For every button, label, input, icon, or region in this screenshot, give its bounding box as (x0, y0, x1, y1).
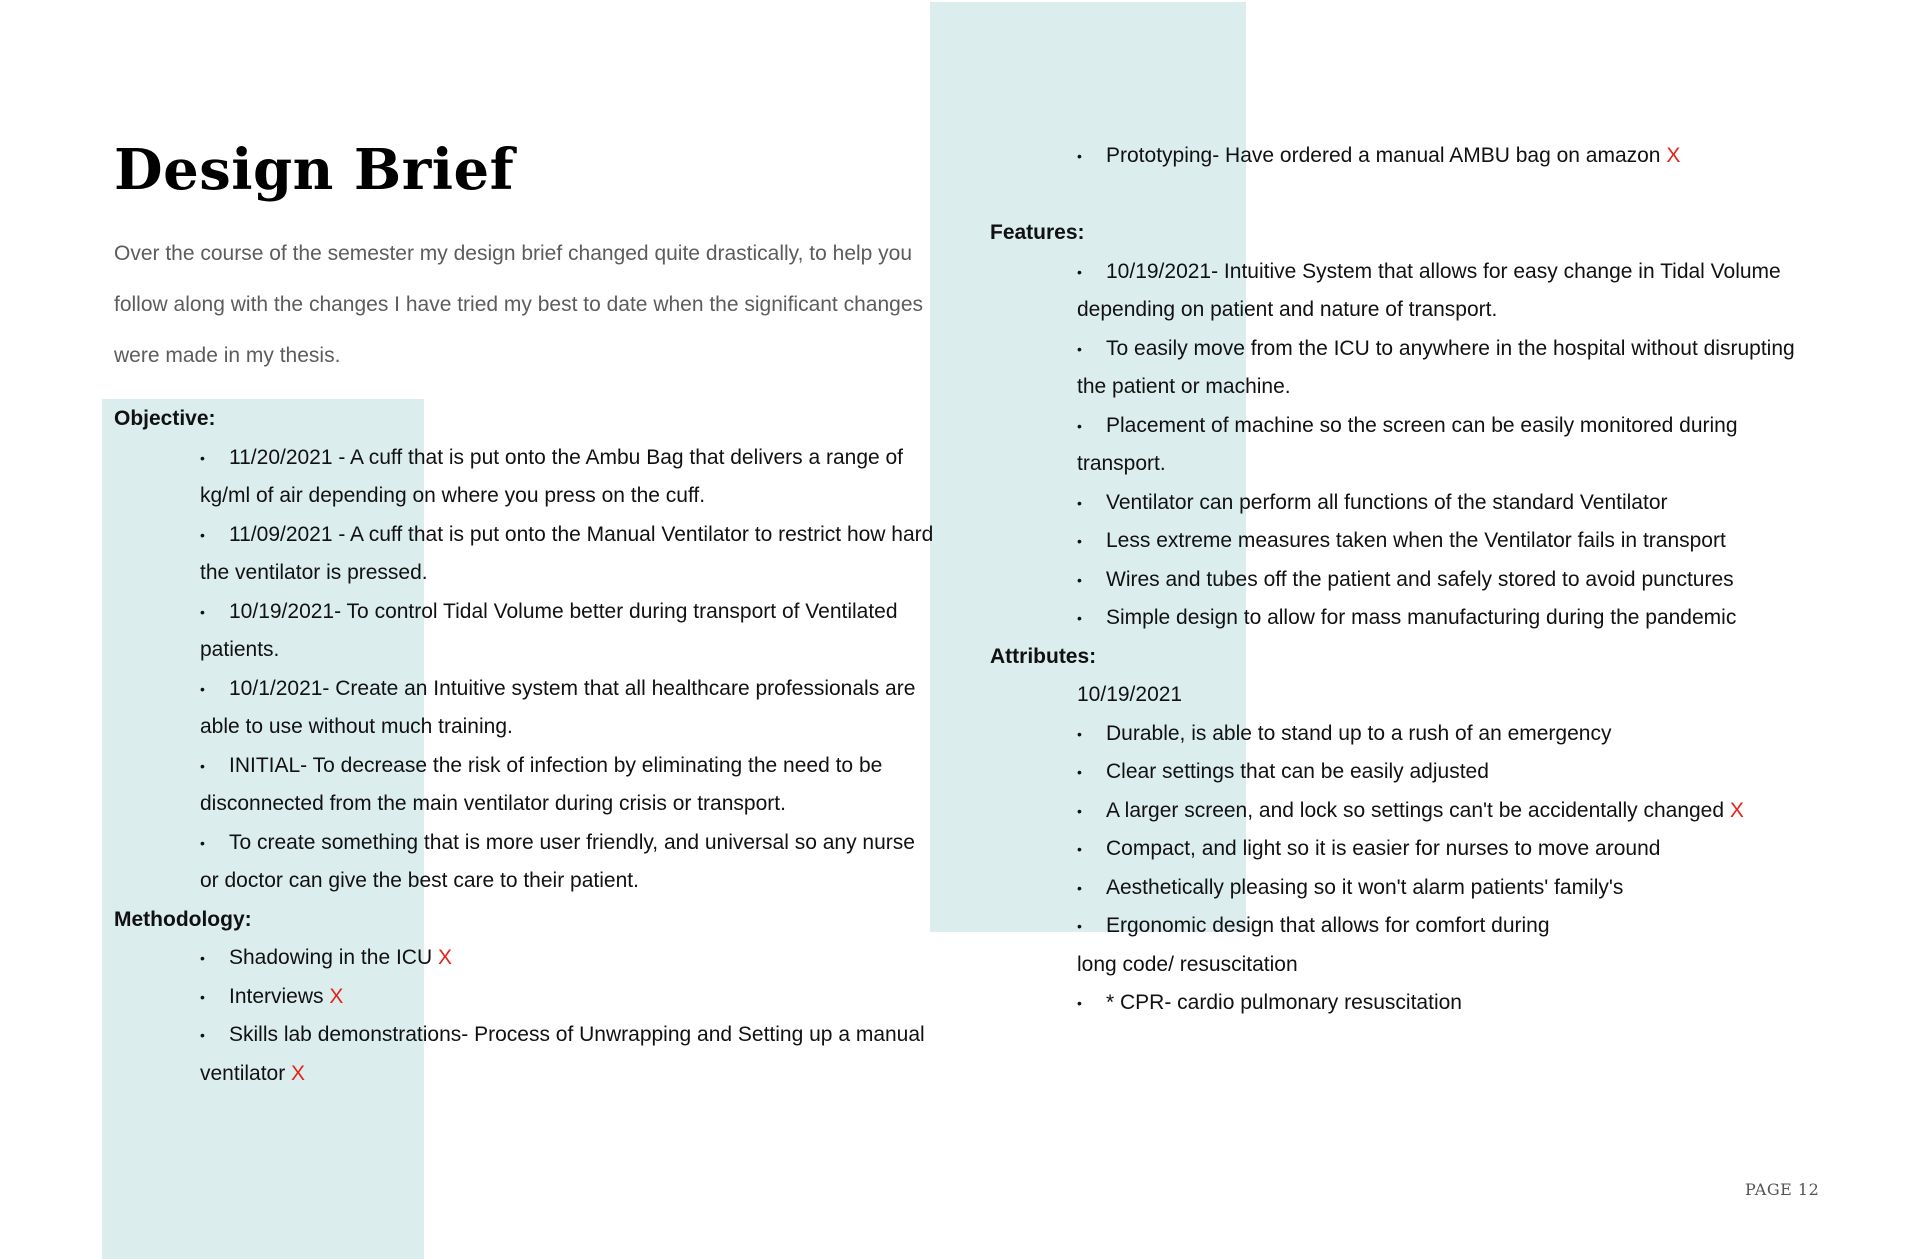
intro-paragraph: Over the course of the semester my design brief changed quite drastically, to help you follow along with the changes I have tried my best to date when the significant changes were made in my thesis. (114, 242, 923, 367)
bullet-icon: • (200, 1027, 205, 1043)
bullet-icon: • (1077, 571, 1082, 588)
bullet-icon: • (200, 950, 205, 966)
list-item (990, 253, 1810, 330)
left-column (114, 400, 934, 1093)
methodology-item-text: Prototyping- Have ordered a manual AMBU bag on amazon (1106, 144, 1667, 167)
objective-list (114, 439, 934, 901)
attribute-continuation: long code/ resuscitation (1077, 952, 1298, 976)
objective-item-text: 11/20/2021 - A cuff that is put onto the Ambu Bag that delivers a range of kg/ml of air depending on where you press on the cuff. (200, 445, 904, 507)
bullet-icon: • (200, 526, 205, 543)
page-title: Design Brief (114, 137, 515, 203)
page-number: PAGE 12 (1745, 1180, 1820, 1199)
footnote-text: * CPR- cardio pulmonary resuscitation (1106, 991, 1462, 1014)
features-list (990, 253, 1810, 638)
attributes-heading: Attributes: (990, 644, 1097, 668)
bullet-icon: • (1077, 802, 1082, 819)
feature-item-text: Less extreme measures taken when the Ventilator fails in transport (1106, 529, 1726, 552)
methodology-item-text: Shadowing in the ICU (229, 946, 438, 969)
bullet-icon: • (1077, 995, 1082, 1011)
list-item (990, 561, 1810, 600)
cross-mark-icon: X (329, 984, 344, 1008)
list-item (990, 984, 1810, 1023)
bullet-icon: • (200, 988, 205, 1005)
bullet-icon: • (1077, 918, 1082, 934)
bullet-icon: • (1077, 841, 1082, 857)
objective-item-text: To create something that is more user friendly, and universal so any nurse or doctor can give the best care to their patient. (200, 830, 915, 892)
bullet-icon: • (1077, 417, 1082, 434)
bullet-icon: • (200, 834, 205, 851)
list-item (990, 522, 1810, 561)
list-item (114, 1016, 934, 1093)
list-item (114, 747, 934, 824)
feature-item-text: Ventilator can perform all functions of the standard Ventilator (1106, 490, 1668, 514)
list-item (114, 593, 934, 670)
list-item (114, 670, 934, 747)
methodology-list (114, 939, 934, 1093)
bullet-icon: • (1077, 764, 1082, 780)
methodology-list-continued (990, 137, 1810, 176)
list-item (990, 753, 1810, 792)
bullet-icon: • (200, 603, 205, 620)
list-item (114, 516, 934, 593)
bullet-icon: • (1077, 148, 1082, 164)
attribute-item-text: Clear settings that can be easily adjusted (1106, 760, 1489, 783)
cross-mark-icon: X (291, 1061, 306, 1085)
attribute-item-text: Ergonomic design that allows for comfort during (1106, 914, 1550, 937)
attribute-item-text: Aesthetically pleasing so it won't alarm patients' family's (1106, 875, 1624, 899)
cross-mark-icon: X (1729, 798, 1744, 822)
bullet-icon: • (1077, 340, 1082, 357)
list-item (990, 869, 1810, 908)
features-heading: Features: (990, 221, 1085, 244)
list-item (114, 978, 934, 1017)
bullet-icon: • (1077, 263, 1082, 280)
list-item (990, 599, 1810, 638)
list-item (114, 439, 934, 516)
attribute-item-text: A larger screen, and lock so settings can't be accidentally changed (1106, 798, 1730, 822)
feature-item-text: Wires and tubes off the patient and safely stored to avoid punctures (1106, 567, 1734, 591)
attribute-item-text: Durable, is able to stand up to a rush of an emergency (1106, 721, 1612, 745)
methodology-item-text: Skills lab demonstrations- Process of Unwrapping and Setting up a manual ventilator (200, 1023, 925, 1085)
feature-item-text: Simple design to allow for mass manufacturing during the pandemic (1106, 606, 1737, 629)
list-item (990, 830, 1810, 869)
objective-item-text: INITIAL- To decrease the risk of infection by eliminating the need to be disconnected from the main ventilator during crisis or transport. (200, 753, 883, 815)
bullet-icon: • (1077, 725, 1082, 742)
list-item (114, 824, 934, 901)
list-item (990, 792, 1810, 831)
list-item (990, 907, 1810, 946)
list-item (990, 137, 1810, 176)
list-item (990, 407, 1810, 484)
list-item (990, 715, 1810, 754)
methodology-heading: Methodology: (114, 907, 252, 931)
list-item (990, 330, 1810, 407)
list-item (990, 484, 1810, 523)
methodology-item-text: Interviews (229, 984, 330, 1008)
list-item (114, 939, 934, 978)
right-column (990, 137, 1810, 1023)
attributes-list (990, 715, 1810, 946)
cross-mark-icon: X (437, 946, 452, 969)
objective-item-text: 10/19/2021- To control Tidal Volume better during transport of Ventilated patients. (200, 599, 898, 661)
bullet-icon: • (200, 449, 205, 466)
cross-mark-icon: X (1666, 144, 1681, 167)
bullet-icon: • (1077, 494, 1082, 511)
objective-heading: Objective: (114, 407, 216, 430)
footnote-list (990, 984, 1810, 1023)
feature-item-text: 10/19/2021- Intuitive System that allows for easy change in Tidal Volume depending on patient and nature of transport. (1077, 259, 1781, 321)
attributes-date: 10/19/2021 (1077, 683, 1183, 706)
feature-item-text: To easily move from the ICU to anywhere in the hospital without disrupting the patient or machine. (1077, 336, 1795, 398)
bullet-icon: • (1077, 610, 1082, 626)
bullet-icon: • (200, 757, 205, 774)
attribute-item-text: Compact, and light so it is easier for nurses to move around (1106, 837, 1661, 860)
spacer (990, 176, 1810, 215)
feature-item-text: Placement of machine so the screen can be easily monitored during transport. (1077, 413, 1738, 475)
bullet-icon: • (1077, 533, 1082, 549)
objective-item-text: 10/1/2021- Create an Intuitive system that all healthcare professionals are able to use without much training. (200, 676, 916, 738)
objective-item-text: 11/09/2021 - A cuff that is put onto the Manual Ventilator to restrict how hard the ventilator is pressed. (200, 522, 934, 584)
bullet-icon: • (200, 680, 205, 697)
bullet-icon: • (1077, 879, 1082, 896)
